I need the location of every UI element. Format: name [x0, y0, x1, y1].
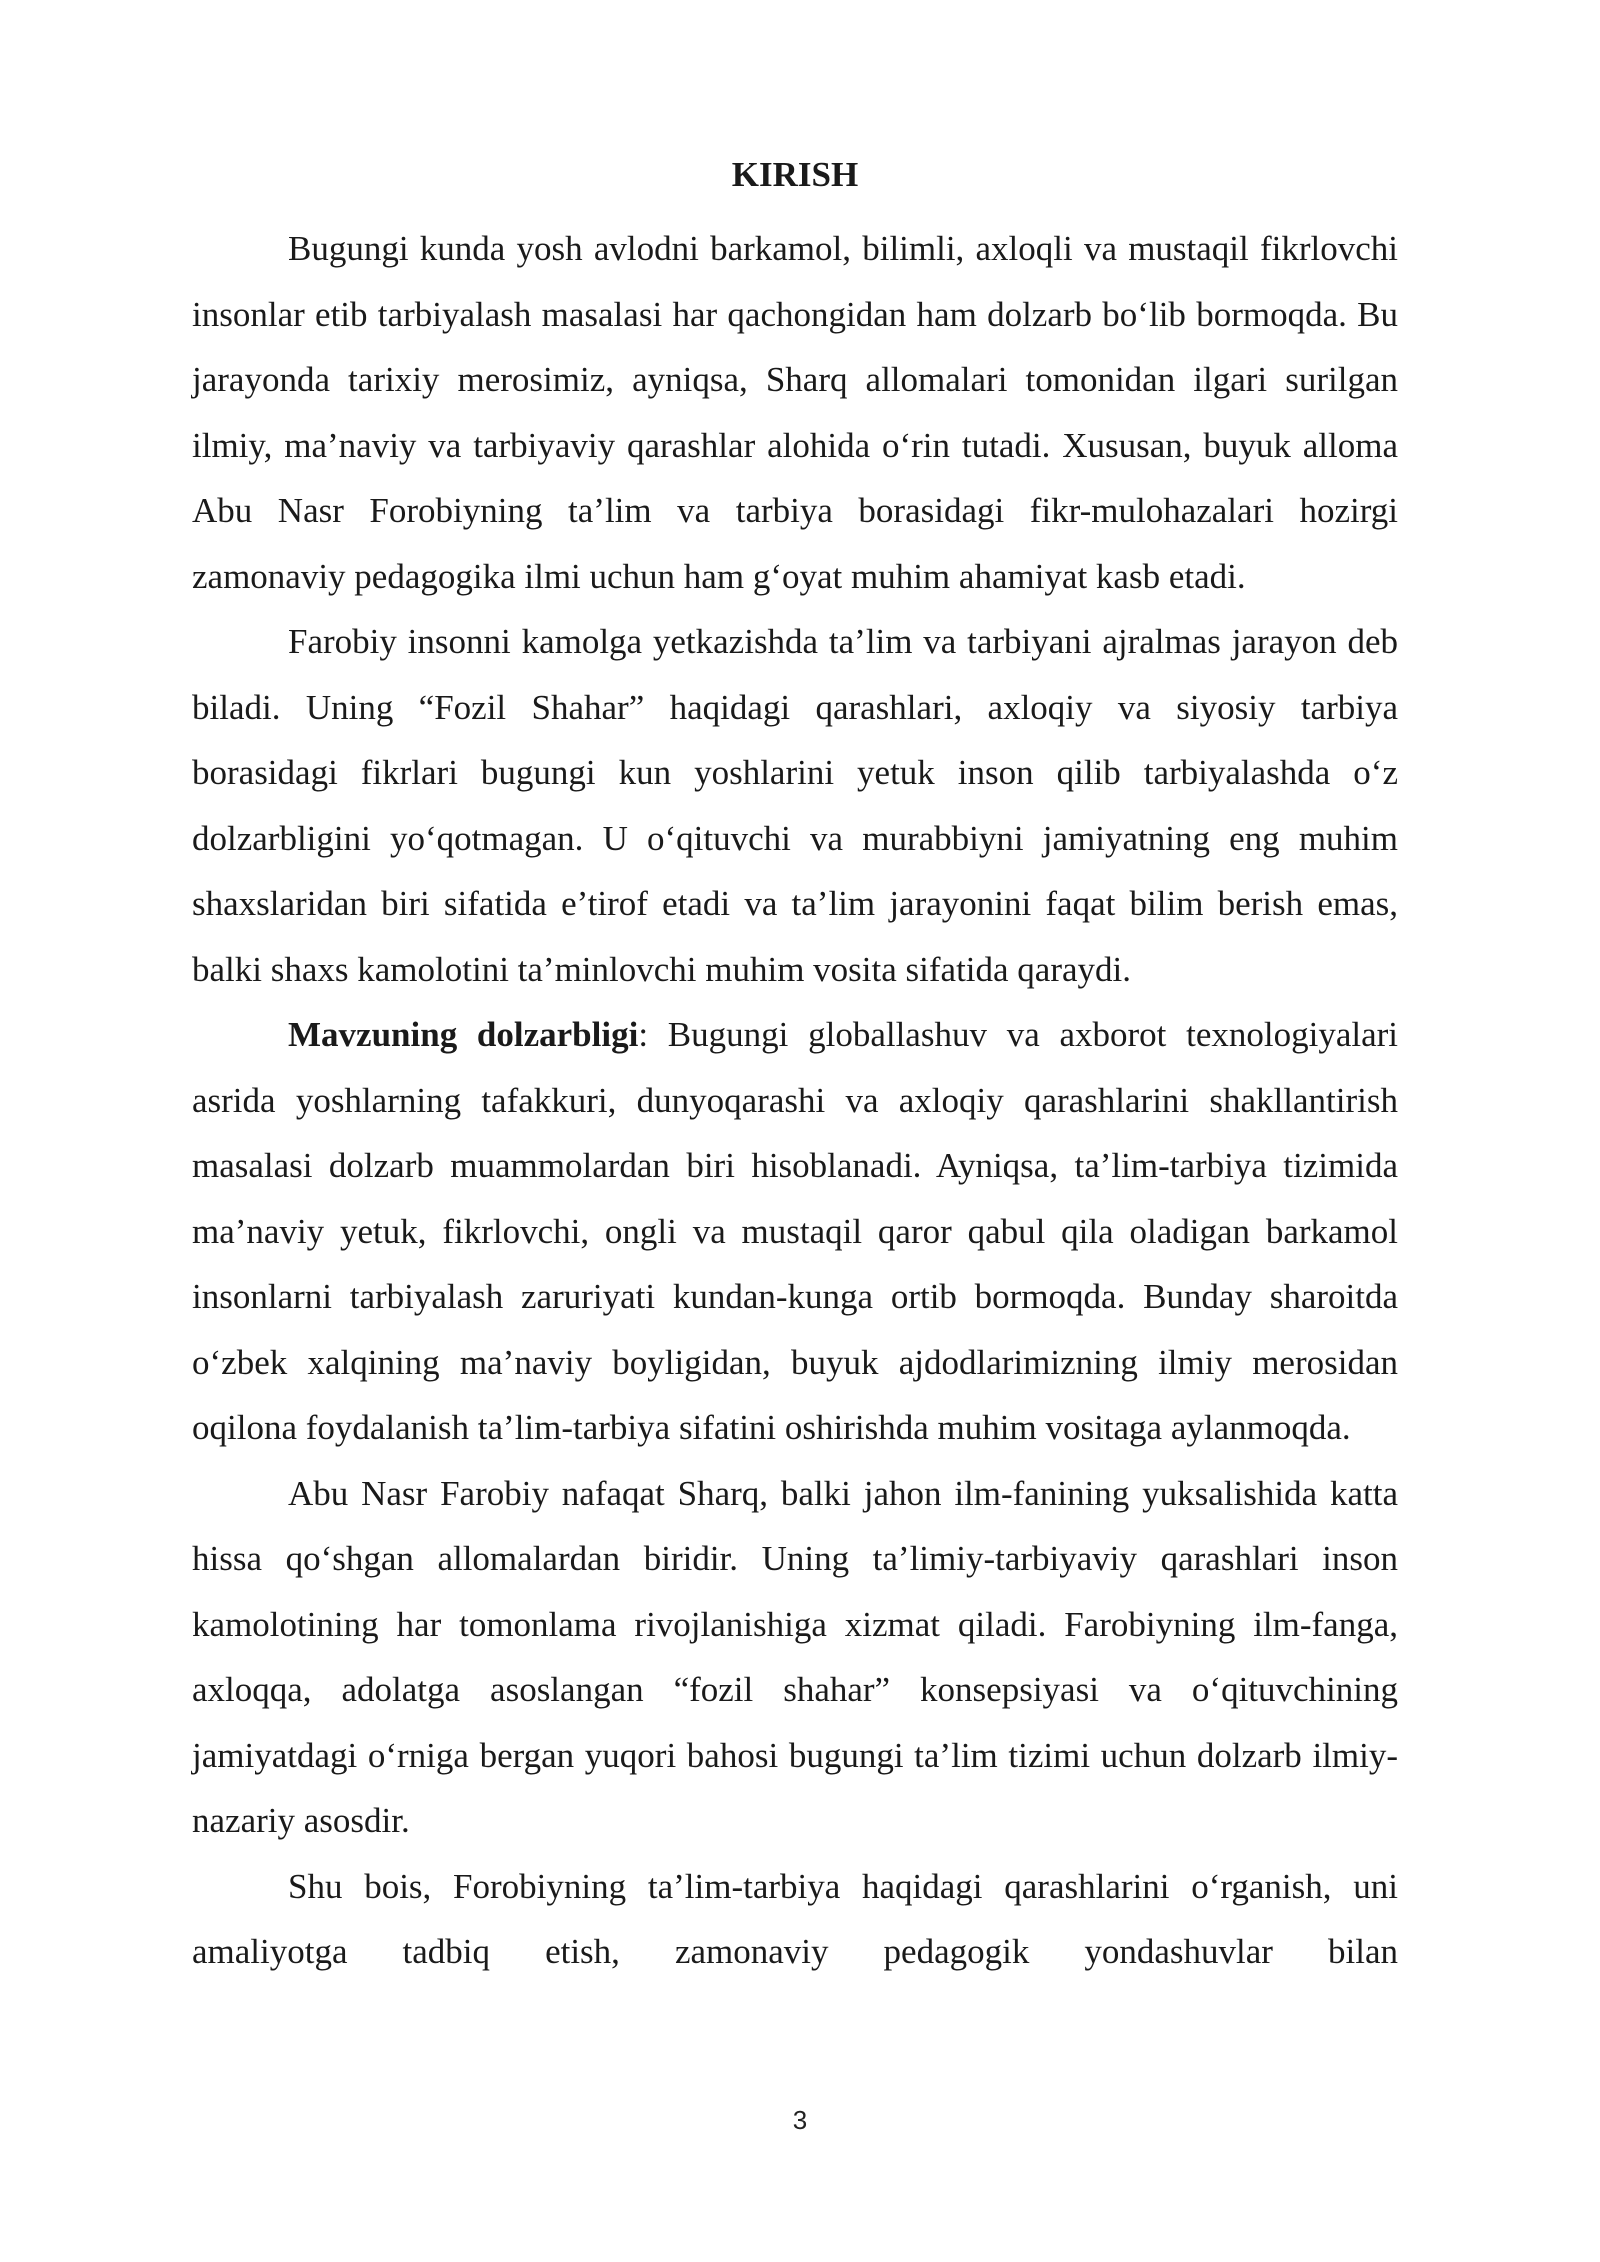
- paragraph-continuation: [192, 1854, 1398, 1985]
- section-title: KIRISH: [731, 155, 859, 194]
- paragraph-intro: [192, 216, 1398, 609]
- paragraph-text: Farobiy insonni kamolga yetkazishda ta’lim va tarbiyani ajralmas jarayon deb biladi. Uning “Fozil Shahar” haqidagi qarashlari, axloqiy va siyosiy tarbiya borasidagi fikrlari bugungi kun yoshlarini yetuk inson qilib tarbiyalashda o‘z dolzarbligini yo‘qotmagan. U o‘qituvchi va murabbiyni jamiyatning eng muhim shaxslaridan biri sifatida e’tirof etadi va ta’lim jarayonini faqat bilim berish emas, balki shaxs kamolotini ta’minlovchi muhim vosita sifatida qaraydi.: [192, 622, 1398, 989]
- paragraph-text: : Bugungi globallashuv va axborot texnologiyalari asrida yoshlarning tafakkuri, dunyoqarashi va axloqiy qarashlarini shakllantirish masalasi dolzarb muammolardan biri hisoblanadi. Ayniqsa, ta’lim-tarbiya tizimida ma’naviy yetuk, fikrlovchi, ongli va mustaqil qaror qabul qila oladigan barkamol insonlarni tarbiyalash zaruriyati kundan-kunga ortib bormoqda. Bunday sharoitda o‘zbek xalqining ma’naviy boyligidan, buyuk ajdodlarimizning ilmiy merosidan oqilona foydalanish ta’lim-tarbiya sifatini oshirishda muhim vositaga aylanmoqda.: [192, 1015, 1398, 1447]
- paragraph-farobiy-views: [192, 609, 1398, 1002]
- paragraph-farobiy-contribution: [192, 1461, 1398, 1854]
- paragraph-text: Bugungi kunda yosh avlodni barkamol, bilimli, axloqli va mustaqil fikrlovchi insonlar etib tarbiyalash masalasi har qachongidan ham dolzarb bo‘lib bormoqda. Bu jarayonda tarixiy merosimiz, ayniqsa, Sharq allomalari tomonidan ilgari surilgan ilmiy, ma’naviy va tarbiyaviy qarashlar alohida o‘rin tutadi. Xususan, buyuk alloma Abu Nasr Forobiyning ta’lim va tarbiya borasidagi fikr-mulohazalari hozirgi zamonaviy pedagogika ilmi uchun ham g‘oyat muhim ahamiyat kasb etadi.: [192, 229, 1398, 596]
- paragraph-text: Abu Nasr Farobiy nafaqat Sharq, balki jahon ilm-fanining yuksalishida katta hissa qo‘shgan allomalardan biridir. Uning ta’limiy-tarbiyaviy qarashlari inson kamolotining har tomonlama rivojlanishiga xizmat qiladi. Farobiyning ilm-fanga, axloqqa, adolatga asoslangan “fozil shahar” konsepsiyasi va o‘qituvchining jamiyatdagi o‘rniga bergan yuqori bahosi bugungi ta’lim tizimi uchun dolzarb ilmiy-nazariy asosdir.: [192, 1473, 1398, 1840]
- paragraph-lead-heading: Mavzuning dolzarbligi: [288, 1015, 639, 1054]
- page-number: 3: [792, 2105, 808, 2135]
- paragraph-relevance: [192, 1002, 1398, 1461]
- paragraph-text: Shu bois, Forobiyning ta’lim-tarbiya haqidagi qarashlarini o‘rganish, uni amaliyotga tadbiq etish, zamonaviy pedagogik yondashuvlar bilan: [192, 1866, 1398, 1971]
- document-page: [192, 150, 1398, 1985]
